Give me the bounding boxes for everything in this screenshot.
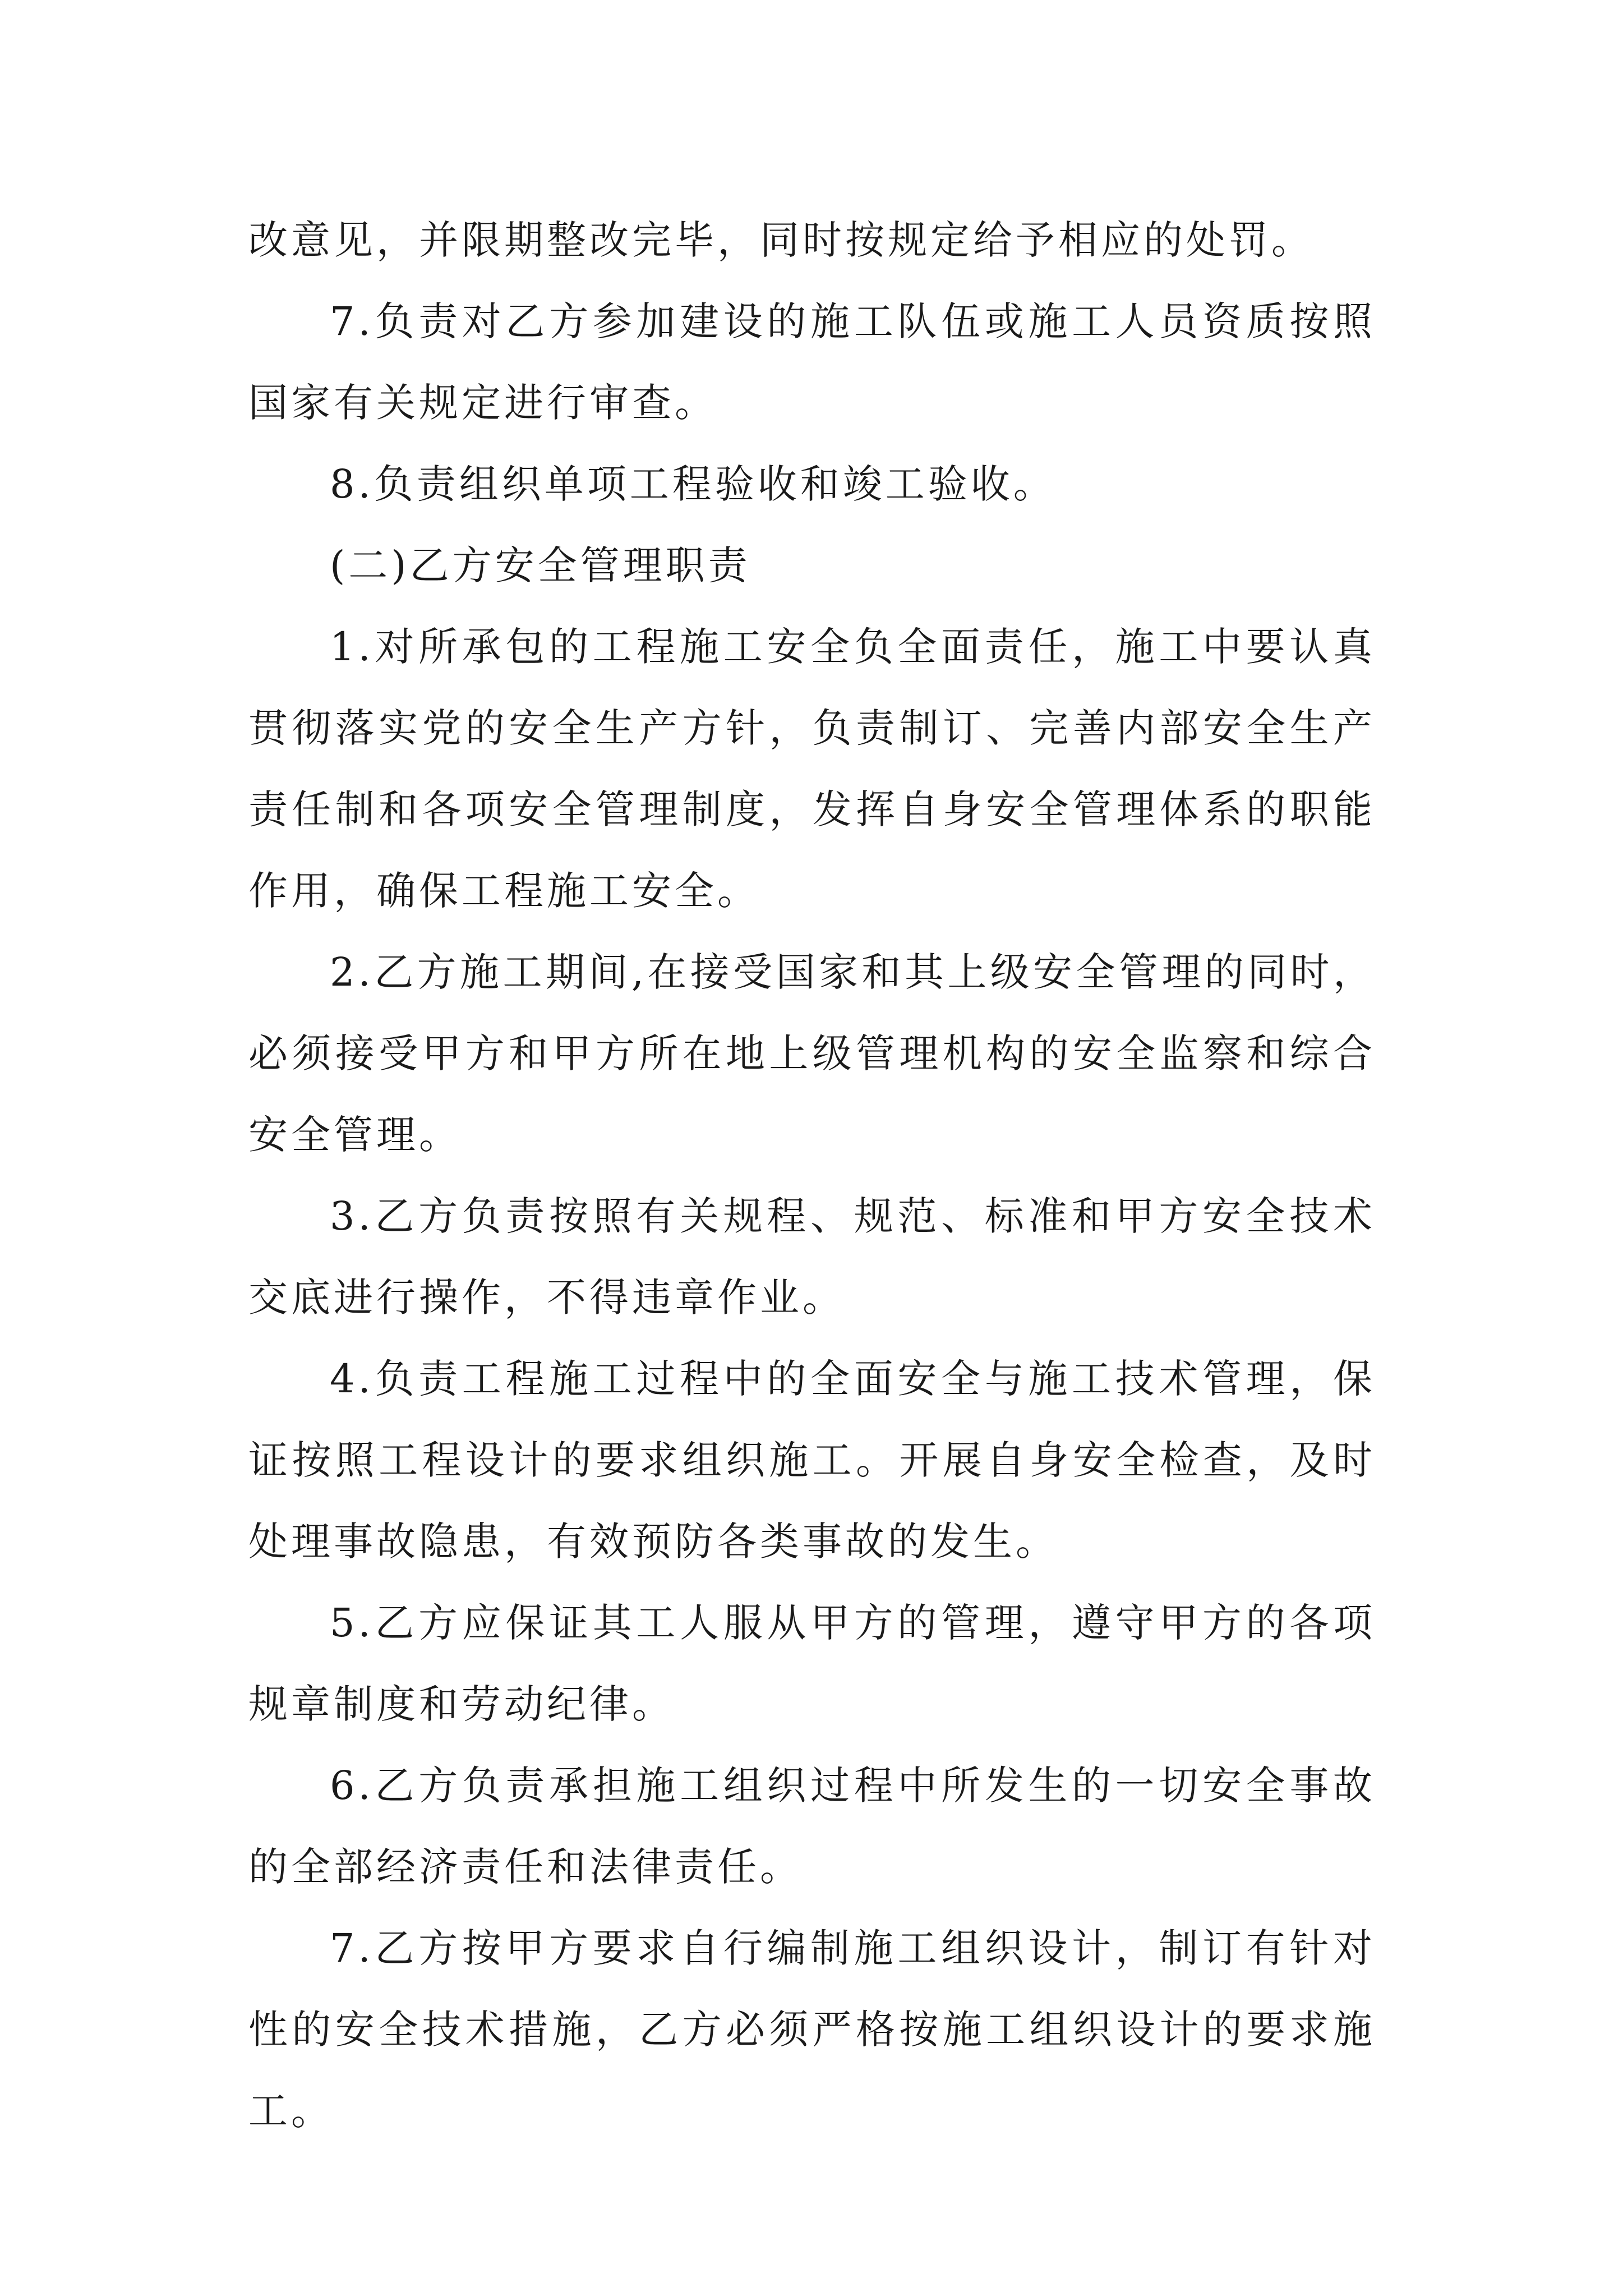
paragraph-clause-7-party-a: 7.负责对乙方参加建设的施工队伍或施工人员资质按照国家有关规定进行审查。 [248, 298, 1376, 426]
paragraph-continuation: 改意见，并限期整改完毕，同时按规定给予相应的处罚。 [248, 217, 1314, 263]
paragraph-clause-7-party-b: 7.乙方按甲方要求自行编制施工组织设计，制订有针对性的安全技术措施，乙方必须严格按施工组织设计的要求施工。 [248, 1925, 1376, 2134]
document-body [248, 200, 1376, 2152]
paragraph-clause-6-party-b: 6.乙方负责承担施工组织过程中所发生的一切安全事故的全部经济责任和法律责任。 [248, 1763, 1376, 1890]
paragraph-clause-4-party-b: 4.负责工程施工过程中的全面安全与施工技术管理，保证按照工程设计的要求组织施工。开展自身安全检查，及时处理事故隐患，有效预防各类事故的发生。 [248, 1356, 1376, 1565]
paragraph-clause-1-party-b: 1.对所承包的工程施工安全负全面责任，施工中要认真贯彻落实党的安全生产方针，负责制订、完善内部安全生产责任制和各项安全管理制度，发挥自身安全管理体系的职能作用，确保工程施工安全。 [248, 624, 1376, 914]
paragraph-clause-3-party-b: 3.乙方负责按照有关规程、规范、标准和甲方安全技术交底进行操作，不得违章作业。 [248, 1193, 1376, 1320]
paragraph-clause-2-party-b: 2.乙方施工期间,在接受国家和其上级安全管理的同时，必须接受甲方和甲方所在地上级管理机构的安全监察和综合安全管理。 [248, 949, 1376, 1158]
section-heading-party-b-duties: (二)乙方安全管理职责 [330, 542, 751, 588]
paragraph-clause-8-party-a: 8.负责组织单项工程验收和竣工验收。 [330, 461, 1056, 507]
paragraph-clause-5-party-b: 5.乙方应保证其工人服从甲方的管理，遵守甲方的各项规章制度和劳动纪律。 [248, 1600, 1376, 1727]
